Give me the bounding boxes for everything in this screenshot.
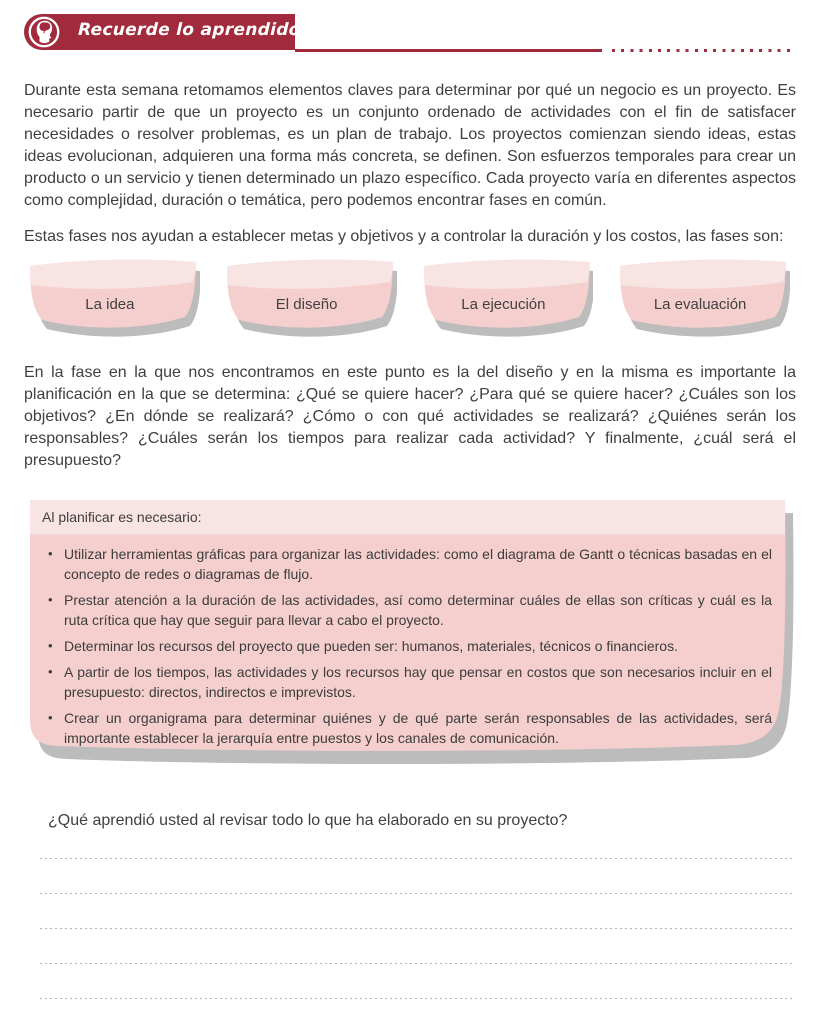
phase-card-el-diseno — [225, 257, 397, 345]
answer-line[interactable] — [40, 892, 792, 894]
callout-bullet — [44, 590, 772, 630]
phase-label: La idea — [85, 296, 135, 313]
header-dotted-rule — [612, 49, 792, 52]
bullet-dot-icon: • — [48, 592, 53, 607]
callout-bullet-text: Crear un organigrama para determinar quiénes y de qué parte serán responsables de las actividades, será importante establecer la jerarquía entre puestos y los canales de comunicación. — [64, 710, 772, 746]
callout-bullet-text: Determinar los recursos del proyecto que pueden ser: humanos, materiales, técnicos o financieros. — [64, 638, 678, 654]
bullet-dot-icon: • — [48, 638, 53, 653]
callout-bullet-text: Utilizar herramientas gráficas para organizar las actividades: como el diagrama de Gantt o técnicas basadas en el concepto de redes o diagramas de flujo. — [64, 546, 772, 582]
phases-row — [28, 257, 790, 347]
callout-bullet-list — [44, 544, 772, 754]
phase-label: La ejecución — [461, 296, 546, 313]
bullet-dot-icon: • — [48, 710, 53, 725]
phase-label: La evaluación — [653, 296, 747, 313]
head-brain-icon — [26, 14, 62, 50]
callout-bullet — [44, 544, 772, 584]
callout-bullet — [44, 662, 772, 702]
planning-callout — [28, 498, 794, 782]
phases-intro-paragraph: Estas fases nos ayudan a establecer metas y objetivos y a controlar la duración y los costos, las fases son: — [24, 228, 784, 245]
bullet-dot-icon: • — [48, 664, 53, 679]
bullet-dot-icon: • — [48, 546, 53, 561]
callout-bullet — [44, 636, 772, 656]
answer-line[interactable] — [40, 962, 792, 964]
callout-bullet — [44, 708, 772, 748]
phase-label: El diseño — [275, 296, 338, 313]
phase-card-la-ejecucion — [422, 257, 594, 345]
answer-line[interactable] — [40, 927, 792, 929]
header-rule — [295, 49, 602, 52]
intro-paragraph: Durante esta semana retomamos elementos claves para determinar por qué un negocio es un proyecto. Es necesario partir de que un proyecto es un conjunto ordenado de actividades con el fin de satisfacer necesidades o resolver problemas, es un plan de trabajo. Los proyectos comienzan siendo ideas, estas ideas evolucionan, adquieren una forma más concreta, se definen. Son esfuerzos temporales para crear un producto o un servicio y tienen determinado un plazo específico. Cada proyecto varía en diferentes aspectos como complejidad, duración o temática, pero podemos encontrar fases en común. — [24, 82, 796, 209]
design-phase-paragraph: En la fase en la que nos encontramos en este punto es la del diseño y en la misma es importante la planificación en la que se determina: ¿Qué se quiere hacer? ¿Para qué se quiere hacer? ¿Cuáles son los objetivos? ¿En dónde se realizará? ¿Cómo o con qué actividades se realizará? ¿Quiénes serán los responsables? ¿Cuáles serán los tiempos para realizar cada actividad? Y finalmente, ¿cuál será el presupuesto? — [24, 364, 796, 469]
answer-line[interactable] — [40, 997, 792, 999]
phase-card-la-idea — [28, 257, 200, 345]
callout-bullet-text: Prestar atención a la duración de las actividades, así como determinar cuáles de ellas son críticas y cuál es la ruta crítica que hay que seguir para llevar a cabo el proyecto. — [64, 592, 772, 628]
phase-card-la-evaluacion — [618, 257, 790, 345]
answer-line[interactable] — [40, 857, 792, 859]
header-title: Recuerde lo aprendido — [77, 20, 302, 40]
callout-title: Al planificar es necesario: — [42, 509, 202, 525]
callout-bullet-text: A partir de los tiempos, las actividades y los recursos hay que pensar en costos que son necesarios incluir en el presupuesto: directos, indirectos e imprevistos. — [64, 664, 772, 700]
question-label: ¿Qué aprendió usted al revisar todo lo que ha elaborado en su proyecto? — [48, 812, 568, 829]
